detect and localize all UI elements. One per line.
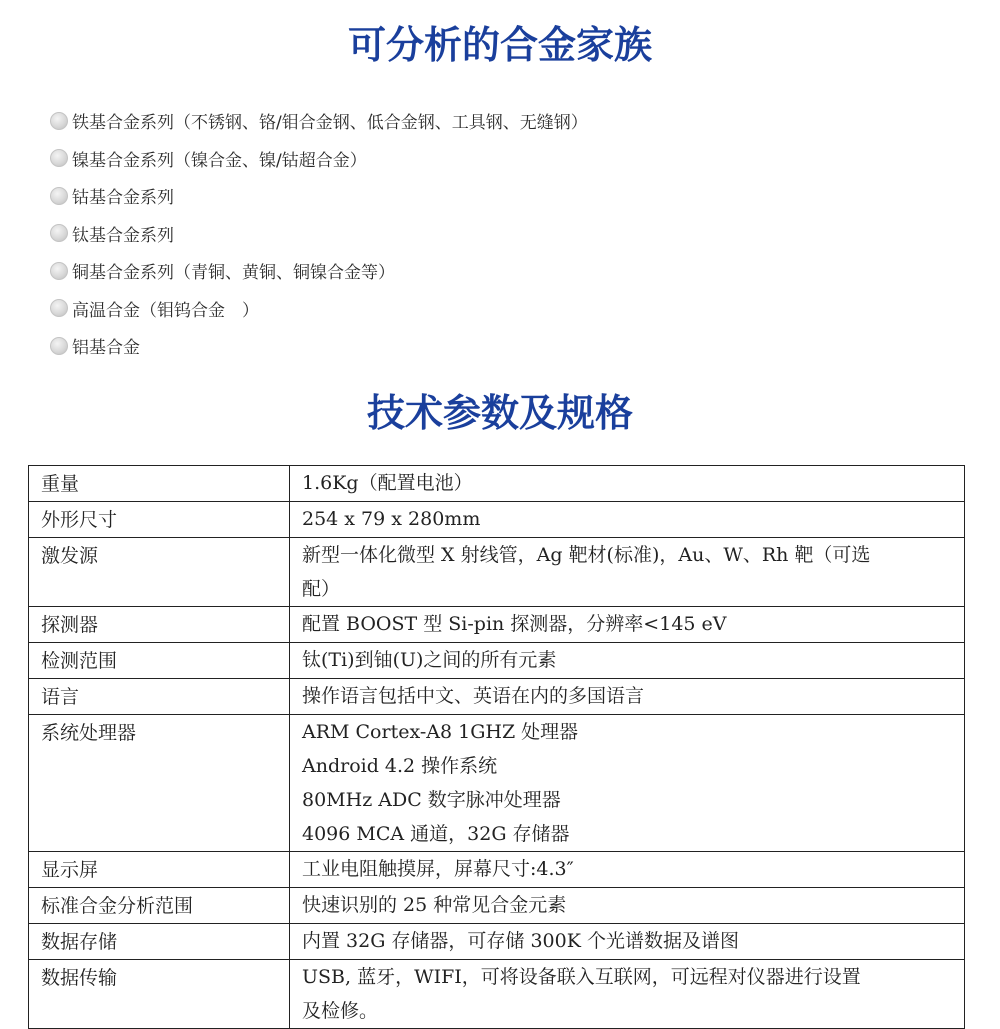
spec-value-line: 1.6Kg（配置电池） [302, 472, 473, 494]
spec-value-line: 钛(Ti)到铀(U)之间的所有元素 [302, 649, 557, 671]
spec-value [290, 607, 965, 643]
spec-label: 系统处理器 [29, 715, 290, 852]
spec-label: 标准合金分析范围 [29, 888, 290, 924]
spec-value-line: USB, 蓝牙，WIFI，可将设备联入互联网，可远程对仪器进行设置 [302, 966, 861, 988]
spec-label: 显示屏 [29, 852, 290, 888]
radio-button[interactable] [50, 262, 68, 280]
family-label: 高温合金（钼钨合金 ） [72, 300, 259, 321]
spec-value-line: 快速识别的 25 种常见合金元素 [302, 894, 567, 916]
alloy-families-title: 可分析的合金家族 [347, 23, 652, 67]
spec-value-line: ARM Cortex-A8 1GHZ 处理器 [302, 721, 579, 743]
spec-value-line: 4096 MCA 通道，32G 存储器 [302, 823, 570, 845]
spec-value [290, 960, 965, 1029]
spec-label: 数据传输 [29, 960, 290, 1029]
radio-button[interactable] [50, 112, 68, 130]
spec-value [290, 924, 965, 960]
table-row [29, 538, 965, 607]
spec-value-line: 工业电阻触摸屏，屏幕尺寸:4.3″ [302, 858, 574, 880]
spec-value [290, 643, 965, 679]
alloy-family-list [50, 102, 588, 365]
specs-title: 技术参数及规格 [366, 391, 633, 435]
table-row [29, 466, 965, 502]
list-item[interactable] [50, 102, 588, 140]
family-label: 铝基合金 [72, 338, 140, 359]
spec-label: 语言 [29, 679, 290, 715]
spec-value [290, 852, 965, 888]
table-row [29, 715, 965, 852]
spec-label: 重量 [29, 466, 290, 502]
radio-button[interactable] [50, 187, 68, 205]
spec-label: 外形尺寸 [29, 502, 290, 538]
spec-value-line: Android 4.2 操作系统 [302, 755, 498, 777]
family-label: 铁基合金系列（不锈钢、铬/钼合金钢、低合金钢、工具钢、无缝钢） [72, 113, 588, 134]
spec-label: 数据存储 [29, 924, 290, 960]
spec-value [290, 538, 965, 607]
radio-button[interactable] [50, 149, 68, 167]
table-row [29, 852, 965, 888]
table-row [29, 607, 965, 643]
spec-value-line: 80MHz ADC 数字脉冲处理器 [302, 789, 561, 811]
spec-value [290, 679, 965, 715]
spec-value-line: 新型一体化微型 X 射线管，Ag 靶材(标准)，Au、W、Rh 靶（可选 [302, 544, 871, 566]
spec-value [290, 715, 965, 852]
radio-button[interactable] [50, 337, 68, 355]
table-row [29, 502, 965, 538]
spec-value-line: 配） [302, 578, 341, 600]
list-item[interactable] [50, 290, 588, 328]
spec-value-line: 操作语言包括中文、英语在内的多国语言 [302, 685, 645, 707]
family-label: 镍基合金系列（镍合金、镍/钴超合金） [72, 150, 367, 171]
spec-value [290, 888, 965, 924]
spec-label: 探测器 [29, 607, 290, 643]
table-row [29, 888, 965, 924]
spec-value-line: 及检修。 [302, 1000, 379, 1022]
table-row [29, 643, 965, 679]
spec-label: 检测范围 [29, 643, 290, 679]
list-item[interactable] [50, 140, 588, 178]
table-row [29, 924, 965, 960]
family-label: 铜基合金系列（青铜、黄铜、铜镍合金等） [72, 263, 395, 284]
spec-value [290, 466, 965, 502]
table-row [29, 679, 965, 715]
list-item[interactable] [50, 215, 588, 253]
spec-label: 激发源 [29, 538, 290, 607]
spec-value-line: 254 x 79 x 280mm [302, 508, 481, 530]
spec-value-line: 内置 32G 存储器，可存储 300K 个光谱数据及谱图 [302, 930, 739, 952]
list-item[interactable] [50, 177, 588, 215]
spec-table [28, 465, 965, 1029]
table-row [29, 960, 965, 1029]
radio-button[interactable] [50, 224, 68, 242]
list-item[interactable] [50, 252, 588, 290]
radio-button[interactable] [50, 299, 68, 317]
spec-value [290, 502, 965, 538]
list-item[interactable] [50, 327, 588, 365]
spec-value-line: 配置 BOOST 型 Si-pin 探测器，分辨率<145 eV [302, 613, 727, 635]
family-label: 钴基合金系列 [72, 188, 174, 209]
family-label: 钛基合金系列 [72, 225, 174, 246]
